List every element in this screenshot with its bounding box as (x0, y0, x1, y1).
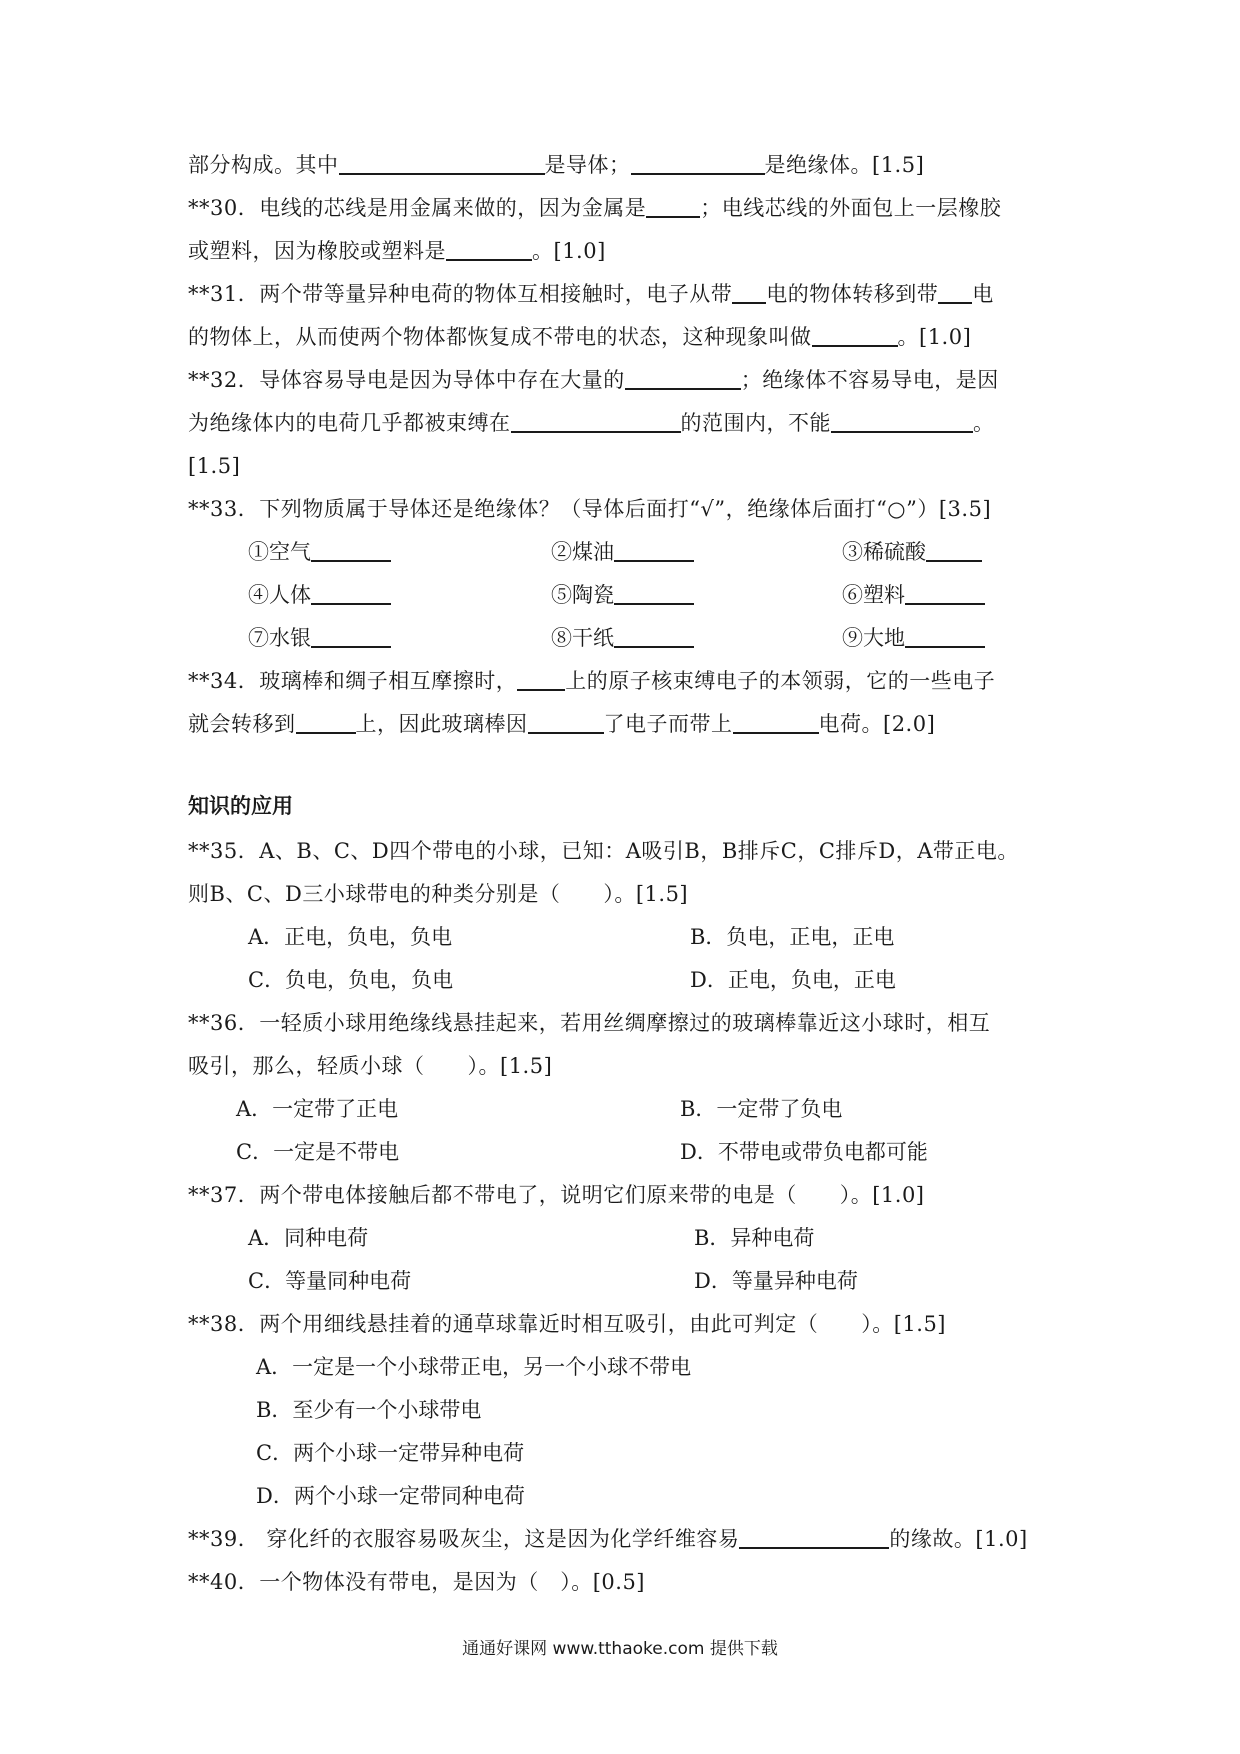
blank[interactable] (511, 409, 681, 433)
q32-text: ；绝缘体不容易导电，是因 (740, 368, 999, 392)
q31-line2 (188, 322, 971, 352)
q33-text: **33．下列物质属于导体还是绝缘体？（导体后面打“√”，绝缘体后面打“○”）[3.5] (188, 497, 992, 521)
blank[interactable] (938, 280, 972, 304)
q30-line2 (188, 236, 606, 266)
q33-item: ⑧干纸 (551, 623, 694, 653)
q29-text-c: 是绝缘体。[1.5] (764, 153, 925, 177)
blank[interactable] (733, 710, 819, 734)
q32-text: [1.5] (188, 454, 241, 478)
option-b[interactable]: B．至少有一个小球带电 (256, 1398, 482, 1422)
q34-text: 就会转移到 (188, 712, 296, 736)
q37-line1: **37．两个带电体接触后都不带电了，说明它们原来带的电是（ ）。[1.0] (188, 1183, 925, 1207)
q30-text: 或塑料，因为橡胶或塑料是 (188, 239, 446, 263)
q33-stem (188, 494, 991, 524)
option-a[interactable]: A．一定带了正电 (236, 1097, 399, 1121)
q34-text: 上的原子核束缚电子的本领弱，它的一些电子 (565, 669, 996, 693)
q32-text: **32．导体容易导电是因为导体中存在大量的 (188, 368, 625, 392)
q31-text: 。[1.0] (897, 325, 972, 349)
blank[interactable] (528, 710, 604, 734)
q32-line1 (188, 365, 999, 395)
blank[interactable] (614, 581, 694, 605)
option-d[interactable]: D．正电，负电，正电 (690, 968, 896, 992)
q34-line1 (188, 666, 995, 696)
q35-line1: **35．A、B、C、D四个带电的小球，已知：A吸引B，B排斥C，C排斥D，A带正电。 (188, 839, 1019, 863)
option-b[interactable]: B．负电，正电，正电 (690, 925, 895, 949)
q30-line1 (188, 193, 1001, 223)
q33-item: ④人体 (248, 580, 391, 610)
q31-text: 电的物体转移到带 (766, 282, 939, 306)
q31-text: 的物体上，从而使两个物体都恢复成不带电的状态，这种现象叫做 (188, 325, 812, 349)
option-a[interactable]: A．正电，负电，负电 (248, 925, 453, 949)
q34-text: **34．玻璃棒和绸子相互摩擦时， (188, 669, 518, 693)
q33-item: ③稀硫酸 (842, 537, 982, 567)
blank[interactable] (446, 237, 532, 261)
option-c[interactable]: C．等量同种电荷 (248, 1269, 412, 1293)
blank[interactable] (812, 323, 898, 347)
q34-text: 了电子而带上 (603, 712, 733, 736)
q39-line (188, 1524, 1028, 1554)
q33-item: ⑤陶瓷 (551, 580, 694, 610)
q33-item: ⑦水银 (248, 623, 391, 653)
q32-line3 (188, 451, 240, 481)
q30-text: 。[1.0] (532, 239, 606, 263)
q32-line2 (188, 408, 995, 438)
q31-text: 电 (972, 282, 994, 306)
option-d[interactable]: D．不带电或带负电都可能 (680, 1140, 928, 1164)
blank[interactable] (732, 280, 766, 304)
q31-line1 (188, 279, 994, 309)
blank[interactable] (905, 624, 985, 648)
q38-line1: **38．两个用细线悬挂着的通草球靠近时相互吸引，由此可判定（ ）。[1.5] (188, 1312, 947, 1336)
q32-text: 的范围内，不能 (680, 411, 831, 435)
blank[interactable] (625, 366, 741, 390)
q33-item: ⑥塑料 (842, 580, 985, 610)
option-b[interactable]: B．异种电荷 (694, 1226, 815, 1250)
option-d[interactable]: D．两个小球一定带同种电荷 (256, 1484, 525, 1508)
option-a[interactable]: A．一定是一个小球带正电，另一个小球不带电 (256, 1355, 692, 1379)
q36-line2: 吸引，那么，轻质小球（ ）。[1.5] (188, 1054, 553, 1078)
blank[interactable] (905, 581, 985, 605)
option-c[interactable]: C．一定是不带电 (236, 1140, 400, 1164)
blank[interactable] (296, 710, 356, 734)
blank[interactable] (831, 409, 973, 433)
blank[interactable] (339, 151, 545, 175)
section-heading: 知识的应用 (188, 794, 293, 818)
q40-line: **40．一个物体没有带电，是因为（ ）。[0.5] (188, 1570, 646, 1594)
option-a[interactable]: A．同种电荷 (248, 1226, 369, 1250)
footer-text: 通通好课网 www.tthaoke.com 提供下载 (462, 1639, 778, 1659)
q29-text-a: 部分构成。其中 (188, 153, 339, 177)
blank[interactable] (614, 538, 694, 562)
q30-text: **30．电线的芯线是用金属来做的，因为金属是 (188, 196, 647, 220)
q33-item: ⑨大地 (842, 623, 985, 653)
option-c[interactable]: C．两个小球一定带异种电荷 (256, 1441, 525, 1465)
q36-line1: **36．一轻质小球用绝缘线悬挂起来，若用丝绸摩擦过的玻璃棒靠近这小球时，相互 (188, 1011, 991, 1035)
blank[interactable] (311, 581, 391, 605)
q39-text: 的缘故。[1.0] (889, 1527, 1028, 1551)
q31-text: **31．两个带等量异种电荷的物体互相接触时，电子从带 (188, 282, 733, 306)
blank[interactable] (646, 194, 700, 218)
option-c[interactable]: C．负电，负电，负电 (248, 968, 454, 992)
q39-text: **39． 穿化纤的衣服容易吸灰尘，这是因为化学纤维容易 (188, 1527, 740, 1551)
q34-text: 上，因此玻璃棒因 (355, 712, 528, 736)
q32-text: 为绝缘体内的电荷几乎都被束缚在 (188, 411, 511, 435)
q34-text: 电荷。[2.0] (818, 712, 936, 736)
blank[interactable] (311, 538, 391, 562)
option-b[interactable]: B．一定带了负电 (680, 1097, 843, 1121)
blank[interactable] (739, 1525, 889, 1549)
blank[interactable] (311, 624, 391, 648)
blank[interactable] (517, 667, 565, 691)
q33-item: ②煤油 (551, 537, 694, 567)
q29-line (188, 150, 924, 180)
q30-text: ；电线芯线的外面包上一层橡胶 (700, 196, 1002, 220)
q32-text: 。 (973, 411, 995, 435)
q29-text-b: 是导体； (544, 153, 631, 177)
blank[interactable] (631, 151, 765, 175)
q33-item: ①空气 (248, 537, 391, 567)
option-d[interactable]: D．等量异种电荷 (694, 1269, 858, 1293)
blank[interactable] (926, 538, 982, 562)
q35-line2: 则B、C、D三小球带电的种类分别是（ ）。[1.5] (188, 882, 689, 906)
blank[interactable] (614, 624, 694, 648)
q34-line2 (188, 709, 935, 739)
